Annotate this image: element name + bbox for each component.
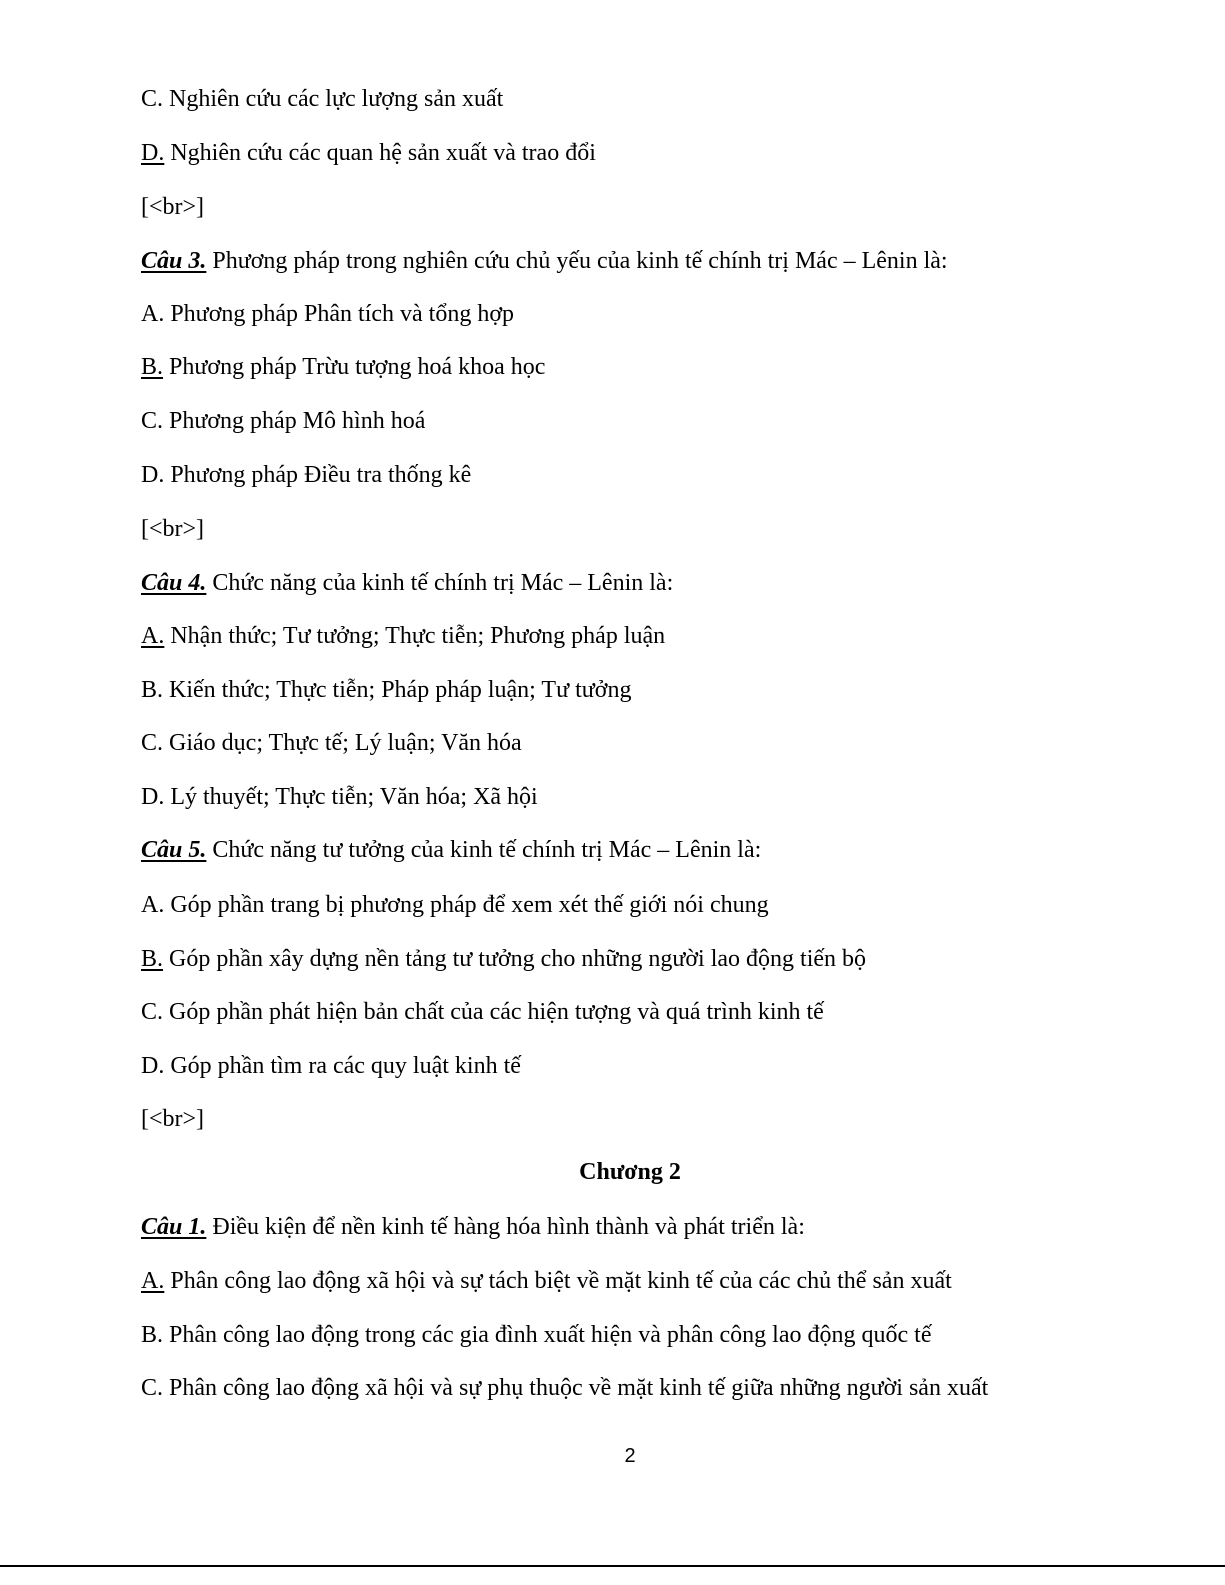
option-a-answer: A. Phân công lao động xã hội và sự tách biệt về mặt kinh tế của các chủ thể sản xuất <box>141 1268 952 1294</box>
line-break-marker: [<br>] <box>141 194 205 220</box>
page-number: 2 <box>624 1445 636 1467</box>
option-c: C. Phương pháp Mô hình hoá <box>141 408 426 434</box>
option-d-answer: D. Nghiên cứu các quan hệ sản xuất và trao đổi <box>141 140 596 166</box>
question-3 <box>141 246 948 276</box>
question-text: Phương pháp trong nghiên cứu chủ yếu của kinh tế chính trị Mác – Lênin là: <box>212 248 948 274</box>
option-b-answer: B. Góp phần xây dựng nền tảng tư tưởng cho những người lao động tiến bộ <box>141 946 867 972</box>
answer-letter: A. <box>141 1268 165 1294</box>
option-d: D. Phương pháp Điều tra thống kê <box>141 462 472 488</box>
answer-letter: D. <box>141 140 165 166</box>
option-c: C. Phân công lao động xã hội và sự phụ thuộc về mặt kinh tế giữa những người sản xuất <box>141 1375 989 1401</box>
option-a-answer: A. Nhận thức; Tư tưởng; Thực tiễn; Phương pháp luận <box>141 623 666 649</box>
option-c: C. Góp phần phát hiện bản chất của các hiện tượng và quá trình kinh tế <box>141 999 824 1025</box>
option-a: A. Phương pháp Phân tích và tổng hợp <box>141 301 515 327</box>
question-1 <box>141 1212 805 1242</box>
answer-letter: B. <box>141 354 164 380</box>
question-5 <box>141 835 761 865</box>
line-break-marker: [<br>] <box>141 516 205 542</box>
answer-letter: A. <box>141 623 165 649</box>
answer-letter: B. <box>141 946 164 972</box>
option-c: C. Giáo dục; Thực tế; Lý luận; Văn hóa <box>141 730 522 756</box>
option-b: B. Phân công lao động trong các gia đình xuất hiện và phân công lao động quốc tế <box>141 1322 932 1348</box>
chapter-heading: Chương 2 <box>579 1159 681 1185</box>
option-c: C. Nghiên cứu các lực lượng sản xuất <box>141 86 504 112</box>
question-4 <box>141 568 673 598</box>
line-break-marker: [<br>] <box>141 1106 205 1132</box>
question-label: Câu 3. <box>141 248 207 274</box>
question-label: Câu 4. <box>141 570 207 596</box>
question-label: Câu 5. <box>141 837 207 863</box>
option-d: D. Lý thuyết; Thực tiễn; Văn hóa; Xã hội <box>141 784 538 810</box>
question-text: Chức năng của kinh tế chính trị Mác – Lênin là: <box>212 570 674 596</box>
question-text: Điều kiện để nền kinh tế hàng hóa hình thành và phát triển là: <box>212 1214 805 1240</box>
option-a: A. Góp phần trang bị phương pháp để xem xét thế giới nói chung <box>141 892 769 918</box>
option-b-answer: B. Phương pháp Trừu tượng hoá khoa học <box>141 354 546 380</box>
question-text: Chức năng tư tưởng của kinh tế chính trị Mác – Lênin là: <box>212 837 762 863</box>
option-b: B. Kiến thức; Thực tiễn; Pháp pháp luận; Tư tưởng <box>141 677 632 703</box>
option-d: D. Góp phần tìm ra các quy luật kinh tế <box>141 1053 521 1079</box>
page-bottom-divider <box>0 1565 1225 1567</box>
question-label: Câu 1. <box>141 1214 207 1240</box>
